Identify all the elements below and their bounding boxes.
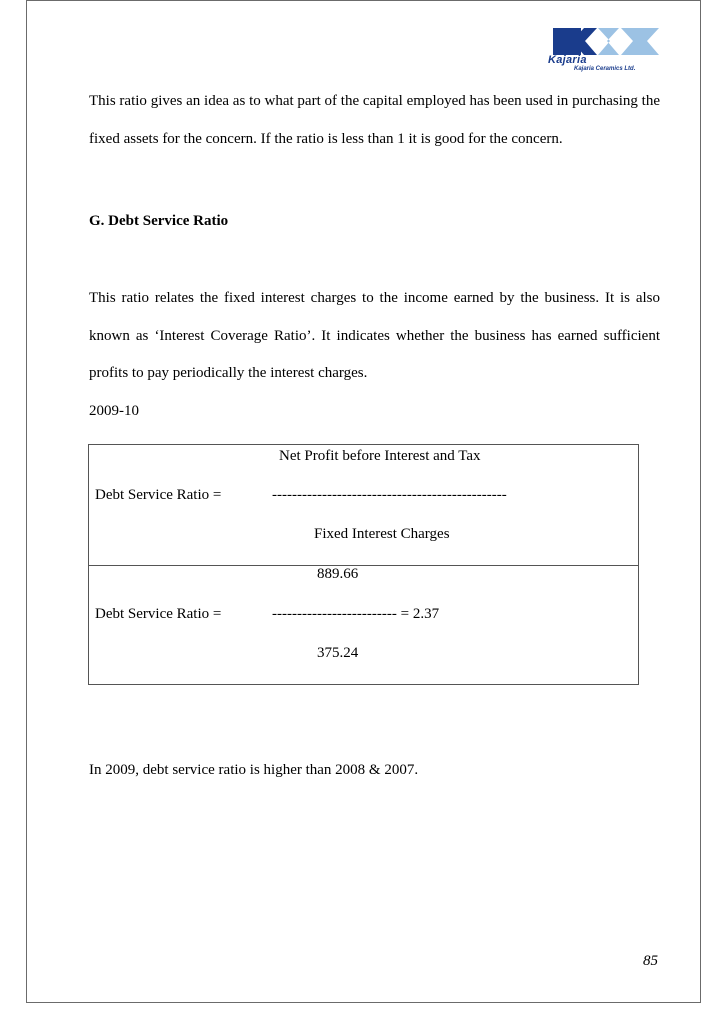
description-paragraph: This ratio relates the fixed interest charges to the income earned by the business. It is also known as ‘Interest Coverage Ratio’. It indicates whether the business has earned sufficient profits to pay periodically the interest charges. bbox=[89, 290, 660, 381]
formula-box bbox=[88, 444, 639, 685]
formula-label: Debt Service Ratio = bbox=[95, 487, 222, 503]
formula-denominator: Fixed Interest Charges bbox=[314, 526, 450, 542]
calculation-numerator: 889.66 bbox=[317, 566, 359, 582]
page-number: 85 bbox=[643, 953, 658, 969]
section-heading: G. Debt Service Ratio bbox=[89, 213, 229, 229]
intro-paragraph: This ratio gives an idea as to what part of the capital employed has been used in purchasing the fixed assets for the concern. If the ratio is less than 1 it is good for the concern. bbox=[89, 93, 660, 147]
calculation-label: Debt Service Ratio = bbox=[95, 606, 222, 622]
logo-subtitle: Kajaria Ceramics Ltd. bbox=[574, 66, 636, 72]
calculation-result: ------------------------- = 2.37 bbox=[272, 606, 440, 622]
formula-fraction-line: ----------------------------------------------- bbox=[272, 487, 507, 503]
conclusion-text: In 2009, debt service ratio is higher than 2008 & 2007. bbox=[89, 762, 419, 778]
logo-name: Kajaria bbox=[548, 54, 587, 66]
calculation-denominator: 375.24 bbox=[317, 645, 359, 661]
formula-numerator: Net Profit before Interest and Tax bbox=[279, 448, 481, 464]
year-label: 2009-10 bbox=[89, 403, 139, 419]
formula-divider bbox=[89, 565, 638, 566]
